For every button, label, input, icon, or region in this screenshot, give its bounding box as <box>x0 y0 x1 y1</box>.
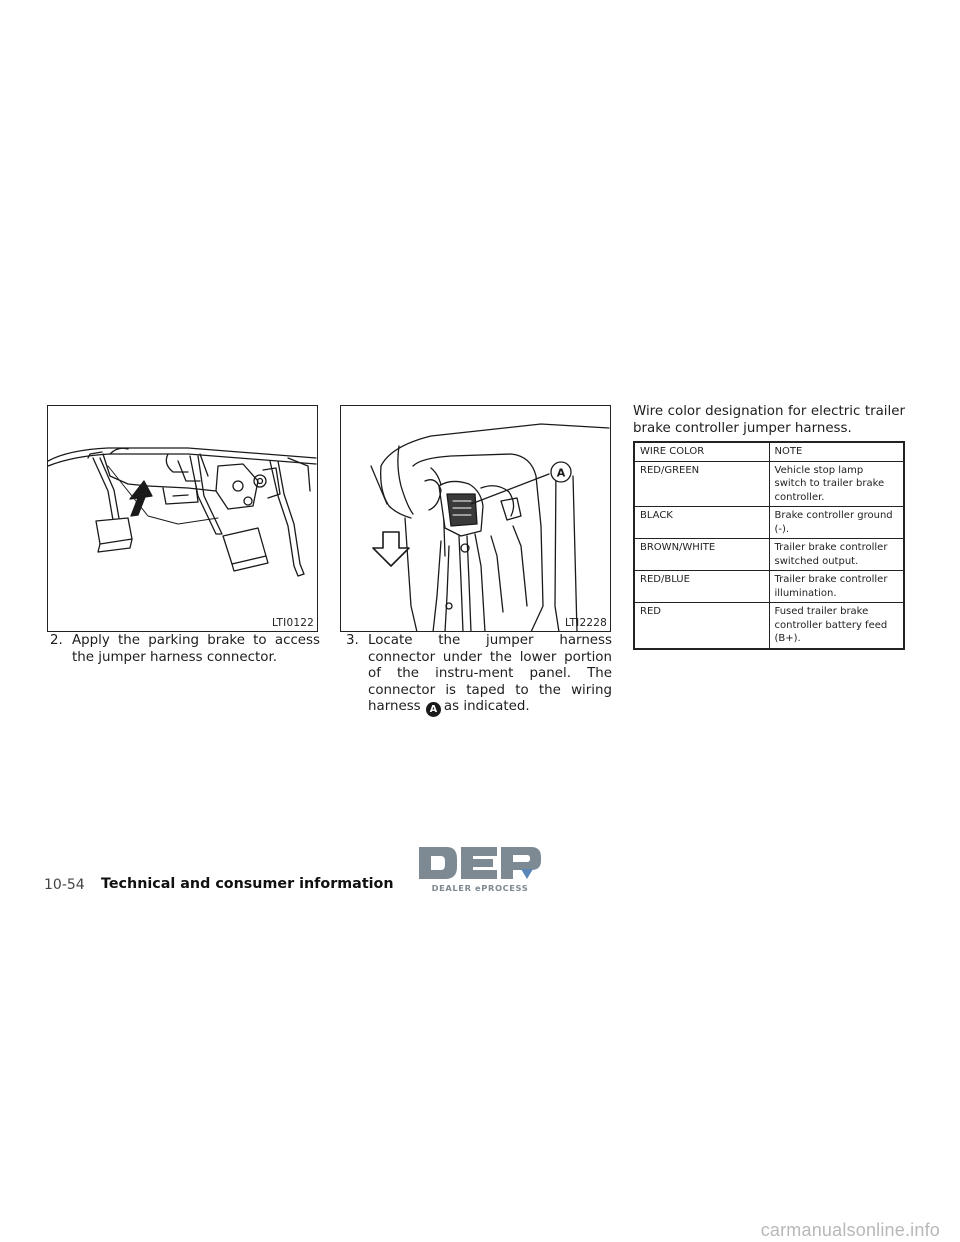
table-row <box>634 571 904 603</box>
column-header-note: NOTE <box>769 442 904 461</box>
wire-note-cell: Trailer brake controller illumination. <box>774 574 888 599</box>
parking-brake-drawing <box>48 406 318 632</box>
figure-code: LTI2228 <box>564 617 607 629</box>
wire-color-cell: BLACK <box>634 507 769 539</box>
callout-a-badge: A <box>426 702 441 717</box>
watermark-text: carmanualsonline.info <box>760 1220 940 1240</box>
table-row <box>634 603 904 649</box>
wire-color-table <box>633 441 905 650</box>
page-number: 10-54 <box>44 877 85 893</box>
wire-color-heading: Wire color designation for electric trailer brake controller jumper harness. <box>633 404 905 436</box>
parking-brake-illustration <box>47 405 318 632</box>
step-number: 3. <box>346 633 359 648</box>
step-text: Locate the jumper harness connector under the lower portion of the instru-ment panel. The connector is taped to the wiring harness <box>368 633 612 714</box>
step-text: Apply the parking brake to access the jumper harness connector. <box>72 633 320 665</box>
wire-color-cell: BROWN/WHITE <box>634 539 769 571</box>
wire-color-cell: RED/BLUE <box>634 571 769 603</box>
column-header-wire-color: WIRE COLOR <box>634 442 769 461</box>
table-row <box>634 539 904 571</box>
wire-color-cell: RED <box>634 603 769 649</box>
callout-a-label: A <box>556 466 566 480</box>
harness-location-drawing <box>341 406 611 632</box>
wire-color-cell: RED/GREEN <box>634 461 769 507</box>
table-row <box>634 507 904 539</box>
wire-note-cell: Brake controller ground (-). <box>774 510 893 535</box>
logo-subtext: DEALER ePROCESS <box>431 883 529 893</box>
table-row <box>634 461 904 507</box>
step-number: 2. <box>50 633 63 648</box>
table-header-row <box>634 442 904 461</box>
wire-note-cell: Vehicle stop lamp switch to trailer brake controller. <box>774 464 885 503</box>
step-2 <box>50 633 320 666</box>
section-title: Technical and consumer information <box>101 876 394 892</box>
wire-note-cell: Fused trailer brake controller battery feed (B+). <box>774 606 888 644</box>
figure-code: LTI0122 <box>271 617 314 629</box>
step-3 <box>346 633 612 717</box>
wire-note-cell: Trailer brake controller switched output. <box>774 542 888 567</box>
harness-location-illustration <box>340 405 611 632</box>
dealer-eprocess-logo <box>417 845 543 895</box>
step-text-end: as indicated. <box>443 699 530 714</box>
